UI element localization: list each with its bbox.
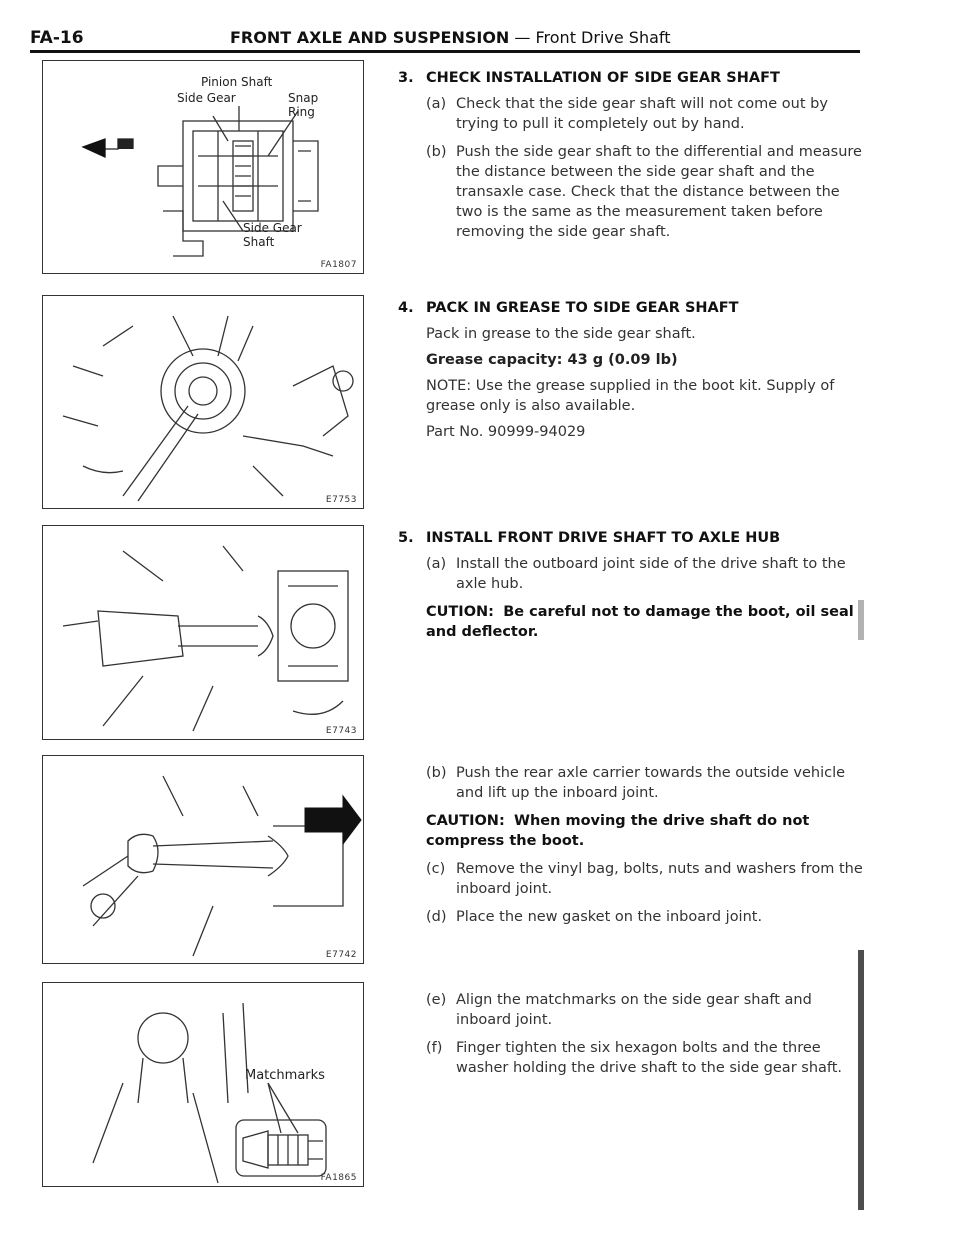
page-code: FA-16 bbox=[30, 28, 84, 48]
label-side-gear: Side Gear bbox=[177, 91, 236, 105]
label-pinion-shaft: Pinion Shaft bbox=[201, 75, 273, 89]
section-number: 4. bbox=[398, 300, 414, 316]
note: NOTE: Use the grease supplied in the boot kit. Supply of grease only is also available. bbox=[426, 378, 835, 414]
binding-edge-shadow bbox=[858, 600, 864, 640]
section-title: CHECK INSTALLATION OF SIDE GEAR SHAFT bbox=[426, 70, 780, 86]
step-a: (a) Install the outboard joint side of the drive shaft to the axle hub. bbox=[426, 556, 846, 592]
figure-code: E7743 bbox=[325, 726, 357, 736]
step-b: (b) Push the rear axle carrier towards the outside vehicle and lift up the inboard joint. bbox=[426, 765, 846, 801]
section-number: 5. bbox=[398, 530, 414, 546]
part-number: Part No. 90999-94029 bbox=[426, 424, 586, 440]
figure-push-axle-carrier bbox=[42, 755, 364, 964]
section-4 bbox=[398, 298, 870, 442]
step-f: (f) Finger tighten the six hexagon bolts and the three washer holding the drive shaft to the side gear shaft. bbox=[426, 1040, 843, 1076]
figure-code: E7742 bbox=[325, 950, 357, 960]
caution-note: CUTION: Be careful not to damage the boot, oil seal and deflector. bbox=[426, 604, 854, 640]
figure-install-outboard-joint bbox=[42, 525, 364, 740]
section-5 bbox=[398, 528, 870, 642]
section-title: PACK IN GREASE TO SIDE GEAR SHAFT bbox=[426, 300, 739, 316]
caution-note: CAUTION: When moving the drive shaft do not compress the boot. bbox=[426, 813, 810, 849]
label-side-gear-shaft-line2: Shaft bbox=[243, 235, 275, 249]
step-b: (b) Push the side gear shaft to the differential and measure the distance between the side gear shaft and the transaxle case. Check that the distance between the two is the same as the measurement taken before removing the side gear shaft. bbox=[426, 144, 862, 240]
figure-code: FA1807 bbox=[320, 260, 357, 270]
header-rule bbox=[30, 50, 860, 53]
binding-edge-shadow bbox=[858, 950, 864, 1210]
push-axle-carrier-illustration bbox=[43, 756, 363, 963]
figure-code: FA1865 bbox=[320, 1173, 357, 1183]
figure-matchmarks bbox=[42, 982, 364, 1187]
page-header bbox=[30, 28, 860, 54]
figure-code: E7753 bbox=[325, 495, 357, 505]
label-snap-ring-line1: Snap bbox=[288, 91, 319, 105]
section-number: 3. bbox=[398, 70, 414, 86]
grease-pack-illustration bbox=[43, 296, 363, 508]
step-c: (c) Remove the vinyl bag, bolts, nuts and washers from the inboard joint. bbox=[426, 861, 863, 897]
label-matchmarks: Matchmarks bbox=[245, 1068, 325, 1083]
step-d: (d) Place the new gasket on the inboard joint. bbox=[426, 909, 763, 925]
step-a: (a) Check that the side gear shaft will not come out by trying to pull it completely out by hand. bbox=[426, 96, 828, 132]
step-e: (e) Align the matchmarks on the side gear shaft and inboard joint. bbox=[426, 992, 812, 1028]
section-3 bbox=[398, 68, 870, 242]
matchmarks-illustration bbox=[43, 983, 363, 1186]
label-snap-ring-line2: Ring bbox=[288, 105, 315, 119]
section-5-continued-2 bbox=[398, 990, 870, 1078]
label-side-gear-shaft-line1: Side Gear bbox=[243, 221, 302, 235]
section-title: INSTALL FRONT DRIVE SHAFT TO AXLE HUB bbox=[426, 530, 781, 546]
page-title: FRONT AXLE AND SUSPENSION — Front Drive Shaft bbox=[230, 28, 671, 47]
section-5-continued bbox=[398, 763, 870, 927]
figure-grease-pack bbox=[42, 295, 364, 509]
grease-capacity-spec: Grease capacity: 43 g (0.09 lb) bbox=[426, 352, 678, 368]
section-text: Pack in grease to the side gear shaft. bbox=[426, 326, 696, 342]
outboard-joint-install-illustration bbox=[43, 526, 363, 739]
figure-side-gear-shaft bbox=[42, 60, 364, 274]
